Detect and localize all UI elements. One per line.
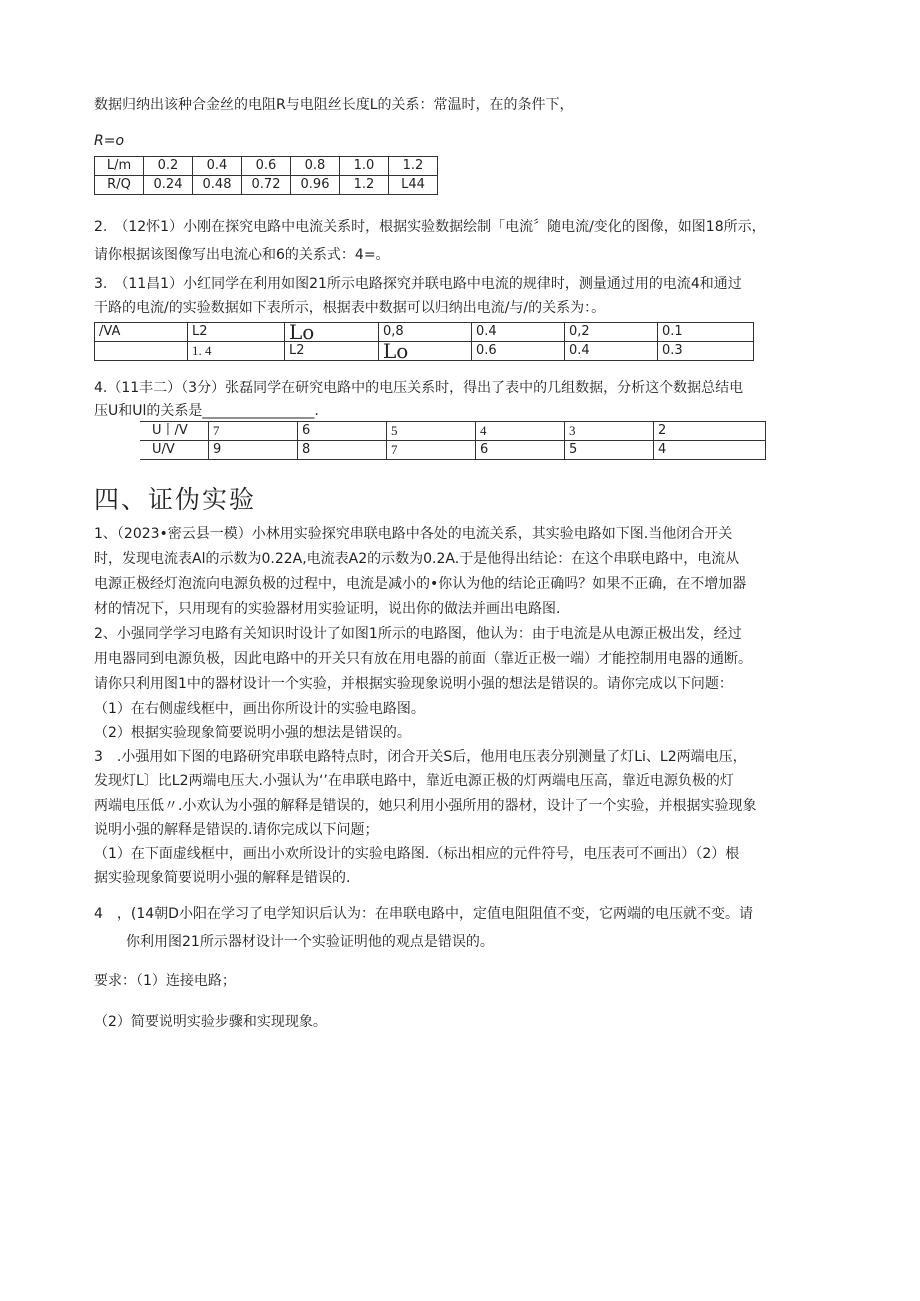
table-cell: 5: [565, 441, 654, 460]
p1-line-3: 电源正极经灯泡流向电源负极的过程中，电流是减小的•你认为他的结论正确吗？如果不正确，在不增加器: [94, 576, 747, 592]
p4-line-1: 4 ，(14朝D小阳在学习了电学知识后认为：在串联电路中，定值电阻阻值不变，它两端的电压就不变。请: [94, 906, 753, 922]
table-cell: 0.6: [242, 157, 291, 176]
table-row: [140, 422, 766, 441]
table-cell: 8: [298, 441, 387, 460]
p1-line-1: 1、（2023•密云县一模）小林用实验探究串联电路中各处的电流关系，其实验电路如下图.当他闭合开关: [94, 526, 733, 542]
table-cell: Lo: [285, 323, 379, 342]
table-cell: 7: [387, 441, 476, 460]
table-cell: 0.96: [291, 176, 340, 195]
table-cell: 0.48: [193, 176, 242, 195]
table-cell: 0.72: [242, 176, 291, 195]
table-row: [95, 342, 754, 361]
table-cell: 0.6: [472, 342, 565, 361]
table-cell: 5: [387, 422, 476, 441]
table-cell: 4: [476, 422, 565, 441]
p3-line-2: 发现灯L〕比L2两端电压大.小强认为‘’在串联电路中，靠近电源正极的灯两端电压高，靠近电源负极的灯: [94, 773, 734, 789]
table-cell: 0.4: [565, 342, 658, 361]
table-cell: R/Q: [95, 176, 144, 195]
table-cell: 6: [476, 441, 565, 460]
table-cell: L2: [285, 342, 379, 361]
table-cell: 0,2: [565, 323, 658, 342]
table-cell: [95, 342, 188, 361]
p2-line-4: （1）在右侧虚线框中，画出你所设计的实验电路图。: [94, 701, 425, 717]
table-cell: U/V: [140, 441, 209, 460]
p3-line-3: 两端电压低〃.小欢认为小强的解释是错误的，她只利用小强所用的器材，设计了一个实验，并根据实验现象: [94, 798, 757, 814]
p1-line-2: 时，发现电流表Al的示数为0.22A,电流表A2的示数为0.2A.于是他得出结论：在这个串联电路中，电流从: [94, 551, 740, 567]
p2-line-5: （2）根据实验现象简要说明小强的想法是错误的。: [94, 725, 411, 741]
table-cell: L44: [389, 176, 438, 195]
requirement-2: （2）简要说明实验步骤和实现现象。: [94, 1014, 327, 1030]
table-cell: 3: [565, 422, 654, 441]
q4-line-1: 4.（11丰二）（3分）张磊同学在研究电路中的电压关系时，得出了表中的几组数据，分析这个数据总结电: [94, 380, 744, 396]
table-cell: 0.1: [658, 323, 754, 342]
table-row: [95, 157, 438, 176]
p3-line-5: （1）在下面虚线框中，画出小欢所设计的实验电路图.（标出相应的元件符号，电压表可不画出）（2）根: [94, 846, 740, 862]
table-cell: Lo: [379, 342, 472, 361]
table-row: [95, 176, 438, 195]
p4-line-2: 你利用图21所示器材设计一个实验证明他的观点是错误的。: [126, 934, 494, 950]
table-cell: 0.4: [472, 323, 565, 342]
table-cell: 4: [654, 441, 766, 460]
table-cell: 7: [209, 422, 298, 441]
p3-line-4: 说明小强的解释是错误的.请你完成以下问题；: [94, 822, 379, 838]
q2-line-1: 2. （12怀1）小刚在探究电路中电流关系时，根据实验数据绘制「电流〞随电流/变化的图像，如图18所示，: [94, 219, 766, 235]
resistance-length-table: [94, 156, 438, 195]
table-cell: 1. 4: [188, 342, 285, 361]
current-table: [94, 322, 754, 361]
table-cell: 0.24: [144, 176, 193, 195]
table-cell: /VA: [95, 323, 188, 342]
table-cell: 9: [209, 441, 298, 460]
table-row: [95, 323, 754, 342]
q2-line-2: 请你根据该图像写出电流心和6的关系式：4=。: [94, 247, 390, 263]
table-cell: 0.3: [658, 342, 754, 361]
table-cell: L/m: [95, 157, 144, 176]
table-cell: 1.0: [340, 157, 389, 176]
q3-line-2: 干路的电流/的实验数据如下表所示，根据表中数据可以归纳出电流/与/的关系为：。: [94, 300, 606, 316]
table-cell: 1.2: [340, 176, 389, 195]
section-title: 四、证伪实验: [94, 485, 257, 514]
table-cell: 0.4: [193, 157, 242, 176]
r-formula: R=o: [94, 133, 125, 149]
table-cell: 6: [298, 422, 387, 441]
table-cell: 0,8: [379, 323, 472, 342]
table-row: [140, 441, 766, 460]
table-cell: 2: [654, 422, 766, 441]
p3-line-6: 据实验现象简要说明小强的解释是错误的.: [94, 870, 351, 886]
table-cell: L2: [188, 323, 285, 342]
p3-line-1: 3 .小强用如下图的电路研究串联电路特点时，闭合开关S后，他用电压表分别测量了灯Li、L2两端电压，: [94, 749, 747, 765]
p1-line-4: 材的情况下，只用现有的实验器材用实验证明，说出你的做法并画出电路图.: [94, 601, 561, 617]
p2-line-2: 用电器同到电源负极，因此电路中的开关只有放在用电器的前面（靠近正极一端）才能控制用电器的通断。: [94, 651, 752, 667]
table-cell: 0.8: [291, 157, 340, 176]
voltage-table: [140, 421, 766, 460]
intro-line: 数据归纳出该种合金丝的电阻R与电阻丝长度L的关系：常温时，在的条件下，: [94, 97, 574, 113]
p2-line-1: 2、小强同学学习电路有关知识时设计了如图1所示的电路图，他认为：由于电流是从电源正极出发，经过: [94, 626, 742, 642]
q4-line-2: 压U和Ul的关系是________________.: [94, 403, 319, 419]
p2-line-3: 请你只利用图1中的器材设计一个实验，并根据实验现象说明小强的想法是错误的。请你完成以下问题：: [94, 676, 733, 692]
requirement-1: 要求：（1）连接电路；: [94, 973, 236, 989]
table-cell: 0.2: [144, 157, 193, 176]
table-cell: U丨/V: [140, 422, 209, 441]
q3-line-1: 3. （11昌1）小红同学在利用如图21所示电路探究并联电路中电流的规律时，测量通过用的电流4和通过: [94, 276, 742, 292]
table-cell: 1.2: [389, 157, 438, 176]
